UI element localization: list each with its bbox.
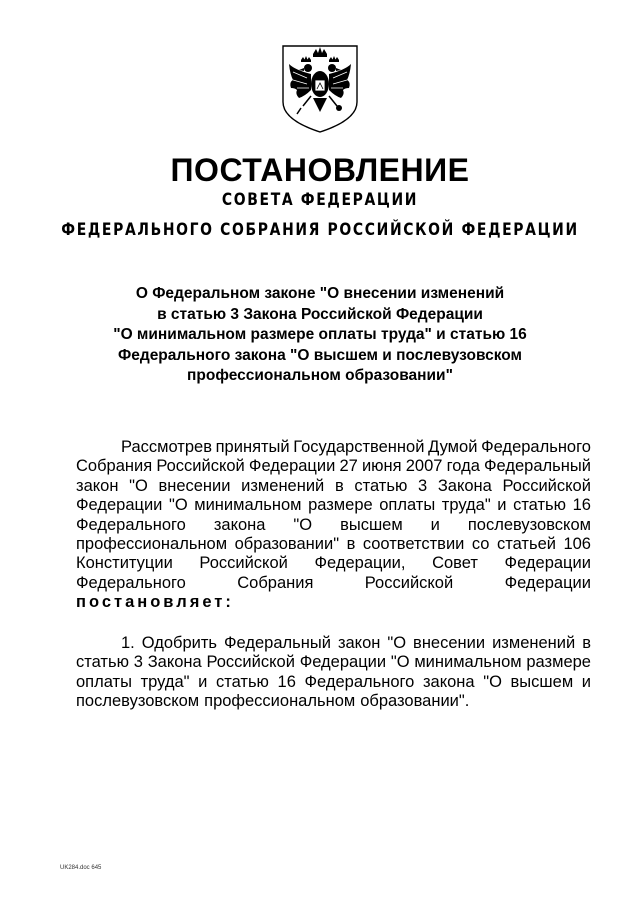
word: и — [430, 515, 440, 534]
document-code: UK284.doc 645 — [60, 865, 102, 871]
word: года — [446, 457, 480, 476]
body-line — [76, 516, 591, 535]
word: Думой — [428, 438, 478, 456]
word: "О — [168, 496, 188, 515]
word: образовании" — [234, 534, 340, 553]
word: и — [497, 496, 507, 515]
word: статьей — [496, 534, 556, 553]
word: Федерального — [304, 672, 415, 691]
word: в — [346, 534, 356, 553]
body-line — [76, 496, 591, 515]
word: Федерального — [481, 438, 591, 456]
preamble-paragraph — [76, 438, 591, 613]
word: 27 — [339, 457, 358, 476]
word: и — [581, 672, 591, 691]
word: Государственной — [293, 438, 425, 456]
word: Собрания — [76, 457, 153, 476]
word: закона — [213, 515, 266, 534]
word: 106 — [563, 534, 591, 553]
word: послевузовском — [467, 515, 591, 534]
word: и — [198, 672, 208, 691]
word: Федерального — [76, 573, 186, 592]
body-line — [76, 574, 591, 593]
title-line: Федерального закона "О высшем и послевузовском — [118, 346, 522, 364]
word: Федерации — [76, 496, 163, 515]
word: "О — [390, 653, 410, 672]
word: Одобрить — [141, 634, 218, 652]
word: послевузовском — [76, 692, 200, 711]
word: Федерации, — [314, 554, 406, 573]
body-line — [76, 477, 591, 496]
coat-of-arms-icon — [281, 44, 359, 134]
word: 2007 — [405, 457, 443, 476]
word: соответствии — [362, 534, 465, 553]
title-line: в статью 3 Закона Российской Федерации — [157, 305, 483, 323]
word: Федерального — [76, 515, 186, 534]
word: Федерации — [299, 653, 387, 672]
word: закона — [422, 672, 475, 691]
body-line — [76, 535, 591, 554]
word: оплаты — [76, 672, 132, 691]
word: "О — [293, 515, 313, 534]
word: июня — [361, 457, 402, 476]
word: высшем — [340, 515, 403, 534]
word: 16 — [277, 672, 296, 691]
word: внесении — [413, 634, 486, 652]
body-line — [76, 653, 591, 672]
word: Российской — [206, 653, 295, 672]
word: изменений — [492, 634, 576, 652]
word: высшем — [510, 672, 574, 691]
word: минимальном — [194, 496, 302, 515]
issuer-line-1: СОВЕТА ФЕДЕРАЦИИ — [221, 190, 419, 210]
word: Закона — [437, 476, 492, 495]
word: "О — [129, 476, 148, 495]
emblem — [281, 44, 359, 134]
document-type-heading: ПОСТАНОВЛЕНИЕ — [170, 152, 470, 188]
word: труда" — [140, 672, 190, 691]
body-line — [76, 673, 591, 692]
body-line — [76, 554, 591, 573]
word: Федеральный — [224, 634, 331, 652]
word: Закона — [147, 653, 202, 672]
word: 16 — [572, 496, 591, 515]
word: Российской — [156, 457, 245, 476]
word: Федерации — [504, 554, 591, 573]
word: изменений — [241, 476, 325, 495]
body-line — [76, 438, 591, 457]
body-line — [76, 634, 591, 653]
word: профессиональном — [204, 692, 356, 711]
word: статью — [354, 476, 408, 495]
word: Собрания — [237, 573, 314, 592]
word: принятый — [215, 438, 290, 456]
word: статью — [215, 672, 269, 691]
word: 1. — [121, 634, 135, 652]
issuer-line-2: ФЕДЕРАЛЬНОГО СОБРАНИЯ РОССИЙСКОЙ ФЕДЕРАЦИИ — [61, 220, 579, 240]
word: профессиональном — [76, 534, 228, 553]
word: внесении — [158, 476, 231, 495]
resolves-word: постановляет: — [76, 593, 234, 612]
word: закон — [76, 476, 119, 495]
item-1-paragraph — [76, 634, 591, 712]
word: статью — [76, 653, 129, 672]
word: Российской — [502, 476, 591, 495]
word: Конституции — [76, 554, 173, 573]
word: Рассмотрев — [121, 438, 212, 456]
word: в — [334, 476, 344, 495]
word: Российской — [199, 554, 288, 573]
word: оплаты — [379, 496, 436, 515]
word: Федерации — [504, 573, 591, 592]
word: Федерации — [248, 457, 336, 476]
word: размере — [526, 653, 591, 672]
word: 3 — [133, 653, 143, 672]
word: статью — [513, 496, 567, 515]
document-title — [100, 284, 540, 387]
word: труда" — [441, 496, 491, 515]
word: Совет — [432, 554, 478, 573]
word: "О — [483, 672, 502, 691]
word: Федеральный — [484, 457, 591, 476]
word: со — [471, 534, 490, 553]
word: размере — [308, 496, 373, 515]
word: минимальном — [414, 653, 522, 672]
body-line — [76, 457, 591, 476]
title-line: "О минимальном размере оплаты труда" и статью 16 — [113, 326, 527, 343]
word: 3 — [417, 476, 428, 495]
body-line — [76, 593, 591, 612]
title-line: О Федеральном законе "О внесении изменений — [135, 285, 505, 302]
word: образовании". — [360, 692, 470, 711]
word: в — [582, 634, 591, 652]
word: Российской — [364, 573, 454, 592]
body-line — [76, 692, 591, 711]
word: закон — [337, 634, 381, 652]
word: "О — [387, 634, 407, 652]
title-line: профессиональном образовании" — [187, 367, 453, 384]
